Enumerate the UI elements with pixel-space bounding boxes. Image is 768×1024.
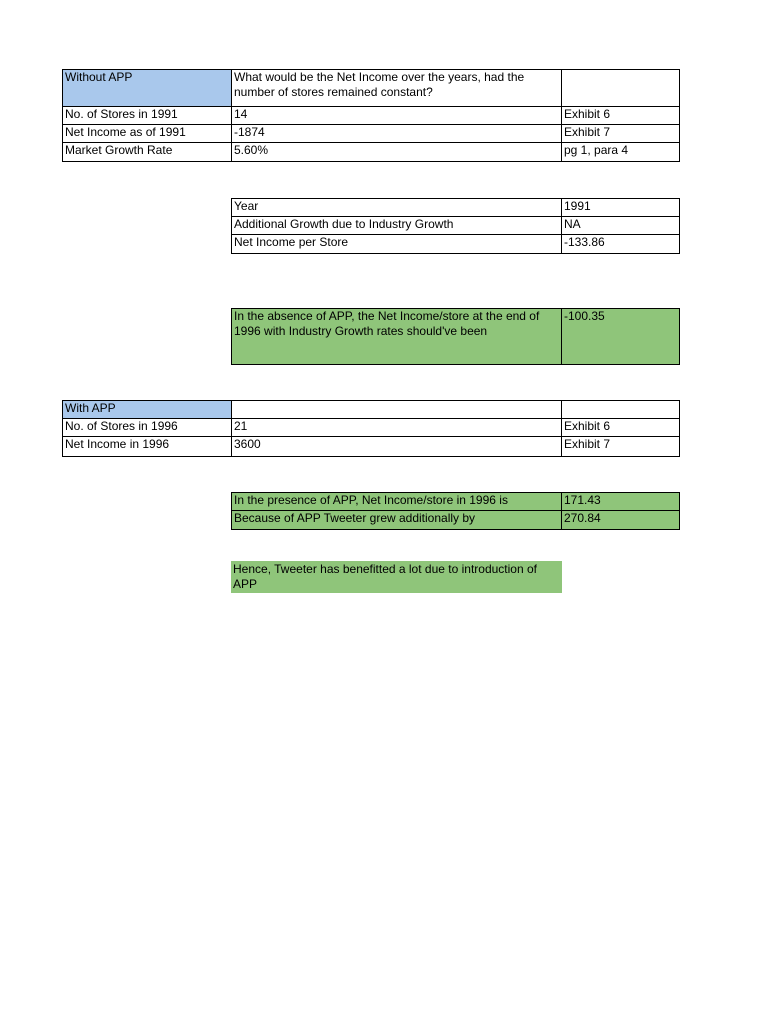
stores-1991-label[interactable]: No. of Stores in 1991 — [62, 106, 232, 125]
stores-1996-label[interactable]: No. of Stores in 1996 — [62, 418, 232, 437]
without-app-question-ref[interactable] — [561, 69, 680, 107]
presence-income-value[interactable]: 171.43 — [561, 492, 680, 511]
year-label[interactable]: Year — [231, 198, 562, 217]
additional-growth-result-value[interactable]: 270.84 — [561, 510, 680, 530]
additional-growth-value[interactable]: NA — [561, 216, 680, 235]
stores-1991-value[interactable]: 14 — [231, 106, 562, 125]
net-income-1991-label[interactable]: Net Income as of 1991 — [62, 124, 232, 143]
market-growth-ref[interactable]: pg 1, para 4 — [561, 142, 680, 162]
conclusion-text[interactable]: Hence, Tweeter has benefitted a lot due to introduction of APP — [231, 561, 562, 593]
net-income-1991-value[interactable]: -1874 — [231, 124, 562, 143]
net-income-1996-ref[interactable]: Exhibit 7 — [561, 436, 680, 457]
market-growth-label[interactable]: Market Growth Rate — [62, 142, 232, 162]
net-income-1991-ref[interactable]: Exhibit 7 — [561, 124, 680, 143]
with-app-header[interactable]: With APP — [62, 400, 232, 419]
net-income-1996-value[interactable]: 3600 — [231, 436, 562, 457]
market-growth-value[interactable]: 5.60% — [231, 142, 562, 162]
net-income-per-store-label[interactable]: Net Income per Store — [231, 234, 562, 254]
year-value[interactable]: 1991 — [561, 198, 680, 217]
without-app-question[interactable]: What would be the Net Income over the years, had the number of stores remained constant? — [231, 69, 562, 107]
with-app-header-ref-blank[interactable] — [561, 400, 680, 419]
absence-result-value[interactable]: -100.35 — [561, 308, 680, 365]
stores-1991-ref[interactable]: Exhibit 6 — [561, 106, 680, 125]
absence-result-text[interactable]: In the absence of APP, the Net Income/store at the end of 1996 with Industry Growth rates should've been — [231, 308, 562, 365]
additional-growth-label[interactable]: Additional Growth due to Industry Growth — [231, 216, 562, 235]
stores-1996-ref[interactable]: Exhibit 6 — [561, 418, 680, 437]
without-app-header[interactable]: Without APP — [62, 69, 232, 107]
stores-1996-value[interactable]: 21 — [231, 418, 562, 437]
net-income-1996-label[interactable]: Net Income in 1996 — [62, 436, 232, 457]
presence-income-label[interactable]: In the presence of APP, Net Income/store in 1996 is — [231, 492, 562, 511]
net-income-per-store-value[interactable]: -133.86 — [561, 234, 680, 254]
with-app-header-blank[interactable] — [231, 400, 562, 419]
additional-growth-result-label[interactable]: Because of APP Tweeter grew additionally by — [231, 510, 562, 530]
